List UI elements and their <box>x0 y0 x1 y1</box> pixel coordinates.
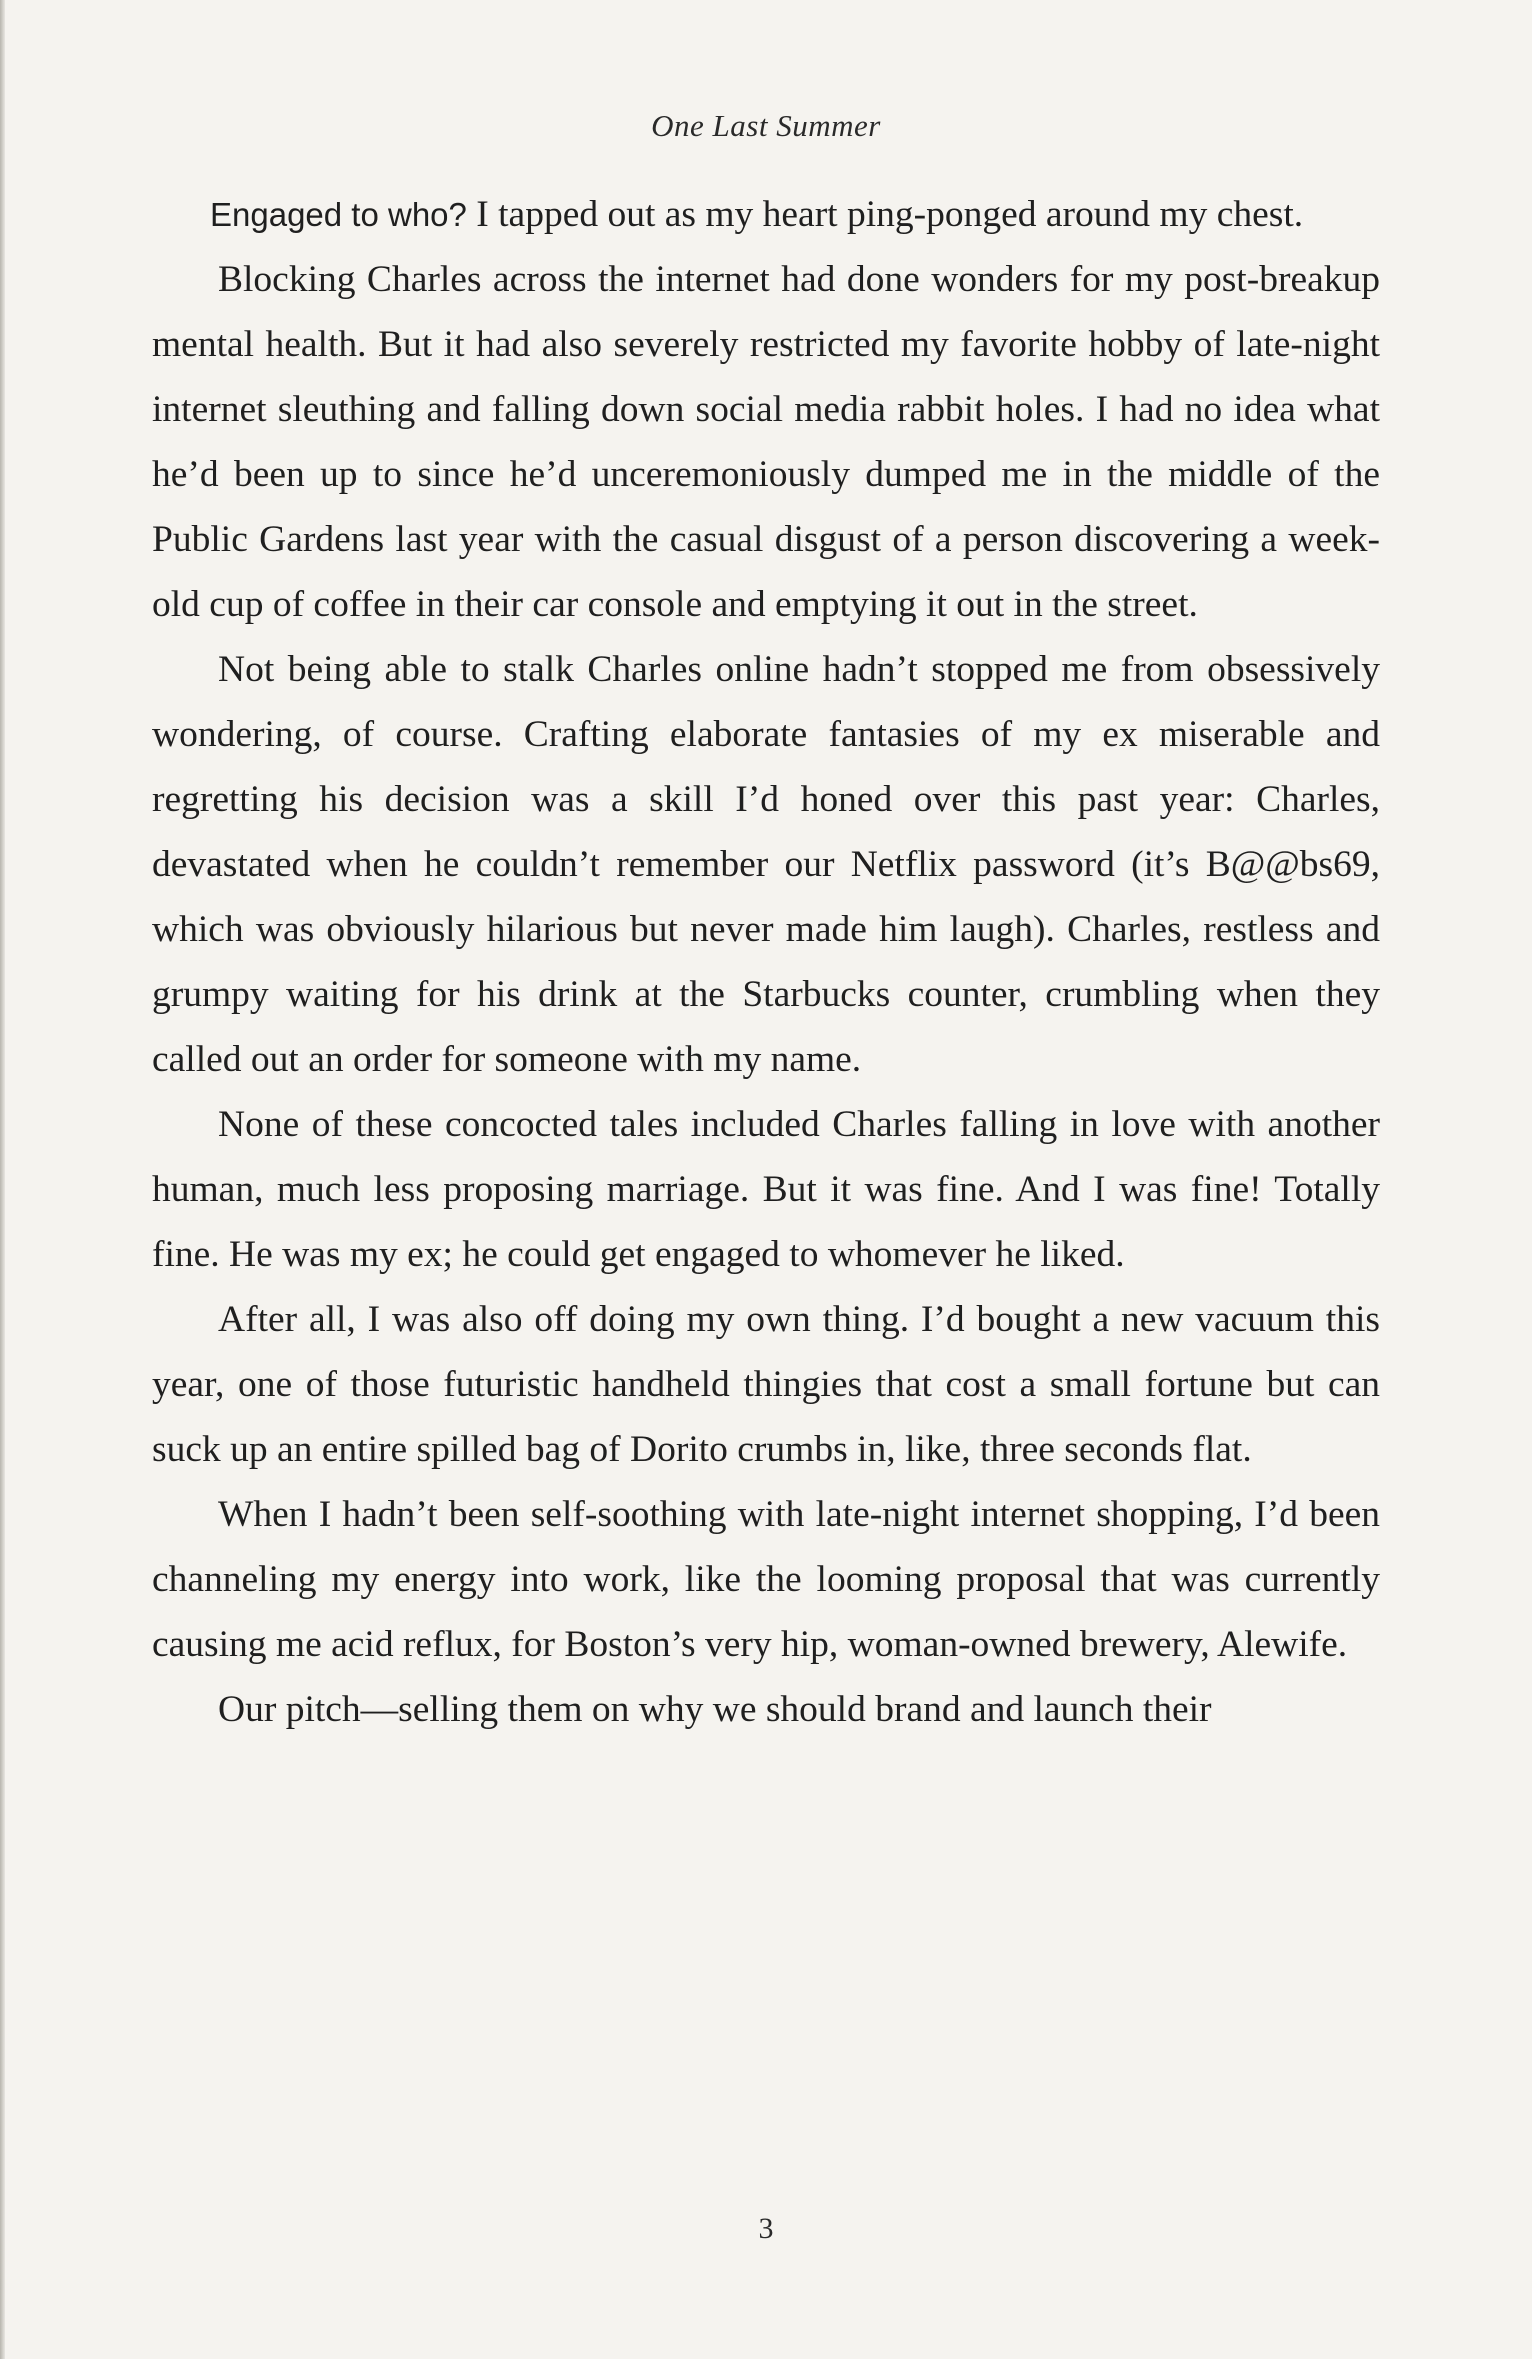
paragraph-text: None of these concocted tales included Charles falling in love with another human, much less proposing marriage. But it was fine. And I was fine! Totally fine. He was my ex; he could get engaged to whomever he liked. <box>152 1104 1380 1275</box>
paragraph-6 <box>152 1482 1380 1677</box>
paragraph-text: When I hadn’t been self-soothing with late-night internet shopping, I’d been channeling my energy into work, like the looming proposal that was currently causing me acid reflux, for Boston’s very hip, woman-owned brewery, Alewife. <box>152 1494 1380 1665</box>
page-edge-shadow <box>0 0 5 2359</box>
paragraph-7 <box>152 1677 1380 1742</box>
paragraph-text: Blocking Charles across the internet had done wonders for my post-breakup mental health. But it had also severely restricted my favorite hobby of late-night internet sleuthing and falling down social media rabbit holes. I had no idea what he’d been up to since he’d unceremoniously dumped me in the middle of the Public Gardens last year with the casual disgust of a person discovering a week-old cup of coffee in their car console and emptying it out in the street. <box>152 259 1380 625</box>
paragraph-5 <box>152 1287 1380 1482</box>
paragraph-4 <box>152 1092 1380 1287</box>
paragraph-text: I tapped out as my heart ping-ponged around my chest. <box>466 194 1304 235</box>
paragraph-text: Our pitch—selling them on why we should brand and launch their <box>218 1689 1212 1730</box>
page-number: 3 <box>758 2212 774 2245</box>
paragraph-2 <box>152 247 1380 637</box>
body-text <box>152 182 1380 1742</box>
paragraph-text: After all, I was also off doing my own thing. I’d bought a new vacuum this year, one of those futuristic handheld thingies that cost a small fortune but can suck up an entire spilled bag of Dorito crumbs in, like, three seconds flat. <box>152 1299 1380 1470</box>
paragraph-3 <box>152 637 1380 1092</box>
running-header: One Last Summer <box>651 108 881 143</box>
paragraph-text: Not being able to stalk Charles online hadn’t stopped me from obsessively wondering, of course. Crafting elaborate fantasies of my ex miserable and regretting his decision was a skill I’d honed over this past year: Charles, devastated when he couldn’t remember our Netflix password (it’s B@@bs69, which was obviously hilarious but never made him laugh). Charles, restless and grumpy waiting for his drink at the Starbucks counter, crumbling when they called out an order for someone with my name. <box>152 649 1380 1080</box>
paragraph-1 <box>152 182 1380 247</box>
text-message-lead: Engaged to who? <box>210 196 467 233</box>
